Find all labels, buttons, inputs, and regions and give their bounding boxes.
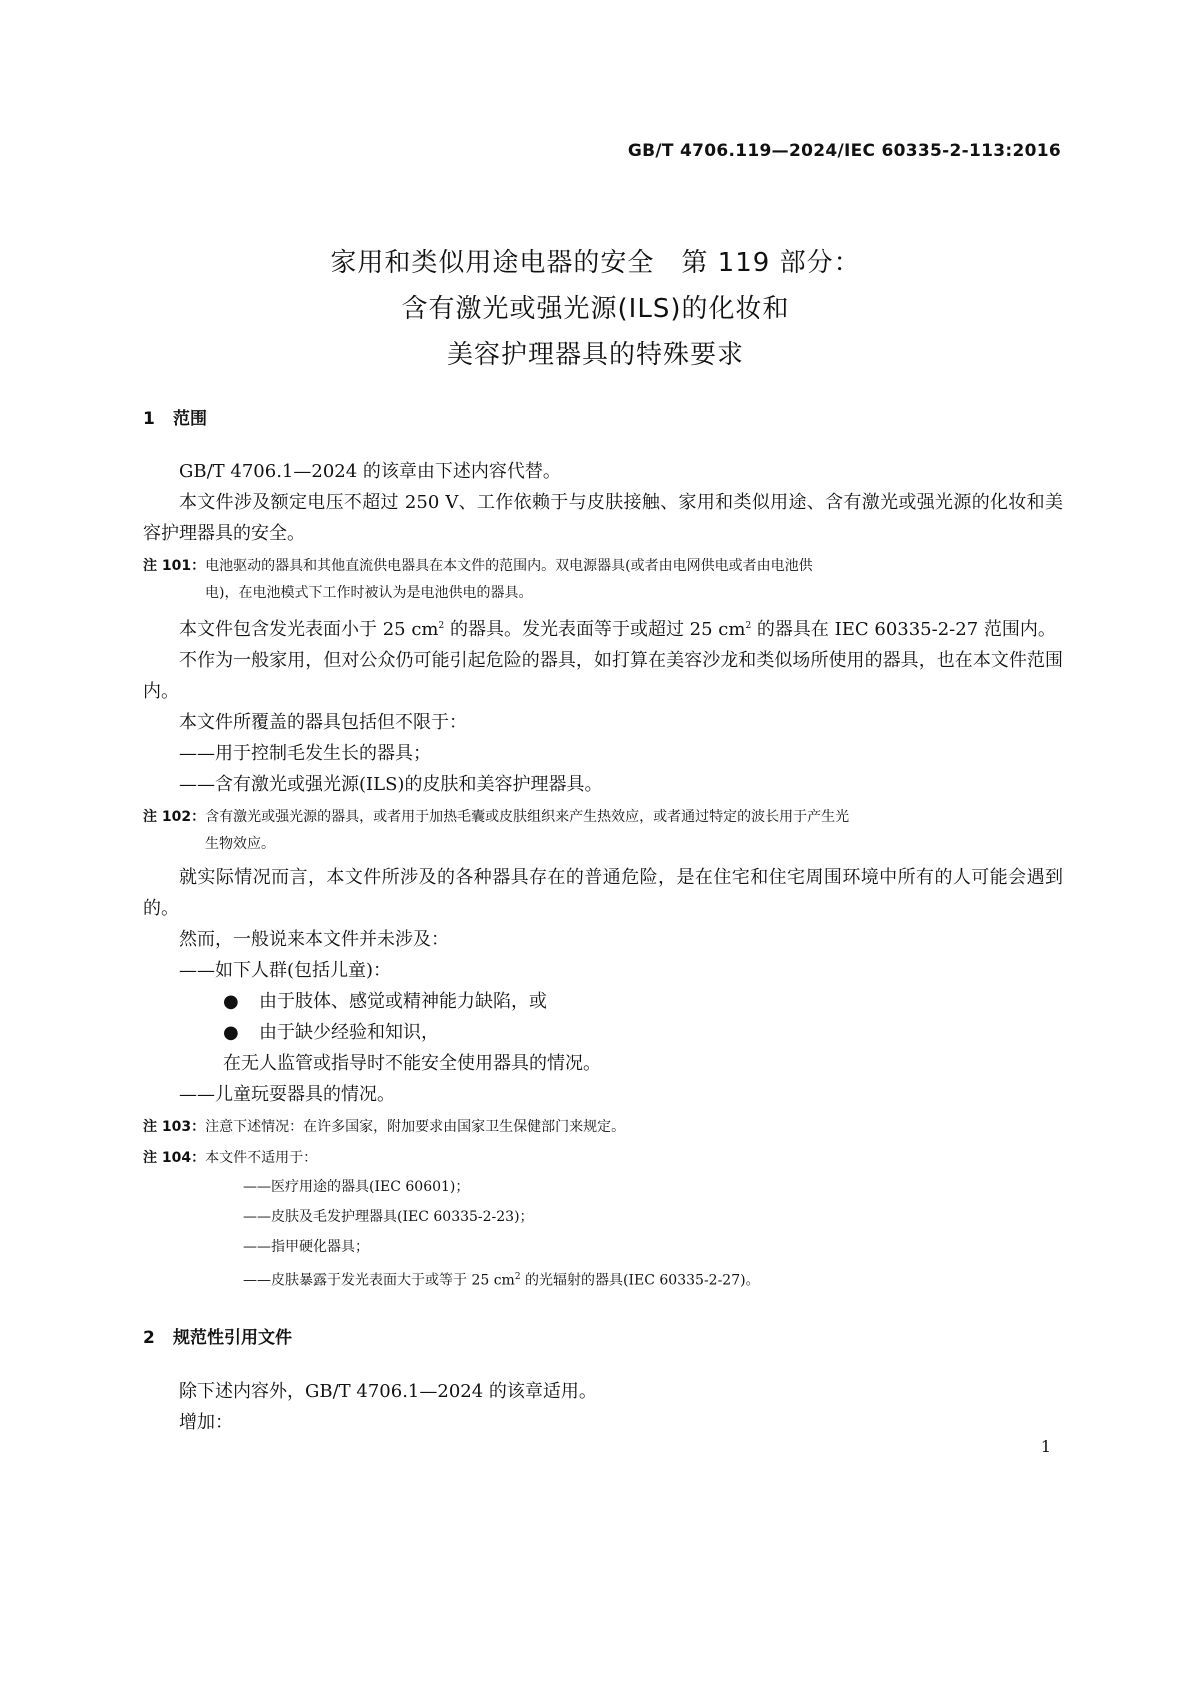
note-text: 电池驱动的器具和其他直流供电器具在本文件的范围内。双电源器具(或者由电网供电或者由电池供	[205, 558, 813, 574]
note-label: 注 103：	[143, 1119, 206, 1135]
section-1-title: 范围	[173, 409, 207, 429]
bullet-text: 由于肢体、感觉或精神能力缺陷，或	[259, 991, 547, 1012]
note-text: 注意下述情况：在许多国家，附加要求由国家卫生保健部门来规定。	[205, 1119, 626, 1135]
note-list-item: ——医疗用途的器具(IEC 60601)；	[243, 1179, 470, 1195]
section-1-body	[143, 456, 1063, 1296]
note-text: 本文件不适用于：	[205, 1150, 318, 1166]
bullet-item	[143, 986, 1063, 1017]
list-item: ——儿童玩耍器具的情况。	[179, 1084, 395, 1105]
text-run: 的器具在 IEC 60335-2-27 范围内。	[751, 619, 1056, 640]
note-text: 生物效应。	[205, 836, 275, 852]
paragraph: GB/T 4706.1—2024 的该章由下述内容代替。	[179, 461, 561, 482]
text-run: 本文件包含发光表面小于 25 cm	[179, 619, 439, 640]
document-title	[0, 240, 1191, 378]
paragraph: 不作为一般家用，但对公众仍可能引起危险的器具，如打算在美容沙龙和类似场所使用的器具，也在本文件范围内。	[143, 650, 1063, 702]
superscript: 2	[438, 621, 445, 631]
title-line-2: 含有激光或强光源(ILS)的化妆和	[401, 294, 790, 324]
note-103	[143, 1114, 1063, 1141]
superscript: 2	[514, 1272, 521, 1282]
section-1-number: 1	[143, 409, 155, 429]
title-line-3: 美容护理器具的特殊要求	[446, 340, 744, 370]
note-label: 注 101：	[143, 558, 206, 574]
paragraph	[143, 611, 1063, 645]
bullet-icon: ●	[223, 991, 239, 1012]
note-list-item: ——指甲硬化器具；	[243, 1239, 369, 1255]
text-run: 的光辐射的器具(IEC 60335-2-27)。	[520, 1272, 760, 1289]
bullet-item	[143, 1017, 1063, 1048]
note-label: 注 104：	[143, 1150, 206, 1166]
paragraph: 本文件所覆盖的器具包括但不限于：	[179, 712, 467, 733]
section-2-title: 规范性引用文件	[173, 1328, 292, 1348]
text-run: 的器具。发光表面等于或超过 25 cm	[444, 619, 746, 640]
section-2-number: 2	[143, 1328, 155, 1348]
bullet-text: 由于缺少经验和知识，	[259, 1022, 439, 1043]
list-item: ——如下人群(包括儿童)：	[179, 960, 392, 981]
note-104	[143, 1145, 1063, 1172]
section-1-heading	[143, 404, 207, 429]
list-item: ——含有激光或强光源(ILS)的皮肤和美容护理器具。	[179, 774, 603, 795]
section-2-body	[143, 1376, 1063, 1438]
superscript: 2	[745, 621, 752, 631]
note-text: 电)，在电池模式下工作时被认为是电池供电的器具。	[205, 585, 533, 601]
bullet-icon: ●	[223, 1022, 239, 1043]
list-item: ——用于控制毛发生长的器具；	[179, 743, 431, 764]
paragraph: 就实际情况而言，本文件所涉及的各种器具存在的普通危险，是在住宅和住宅周围环境中所有的人可能会遇到的。	[143, 867, 1063, 919]
continuation-line: 在无人监管或指导时不能安全使用器具的情况。	[223, 1053, 601, 1074]
note-101	[143, 553, 1063, 607]
paragraph: 然而，一般说来本文件并未涉及：	[179, 929, 449, 950]
note-text: 含有激光或强光源的器具，或者用于加热毛囊或皮肤组织来产生热效应，或者通过特定的波长用于产生光	[205, 809, 850, 825]
note-label: 注 102：	[143, 809, 206, 825]
paragraph: 本文件涉及额定电压不超过 250 V、工作依赖于与皮肤接触、家用和类似用途、含有激光或强光源的化妆和美容护理器具的安全。	[143, 492, 1063, 544]
standard-code: GB/T 4706.119—2024/IEC 60335-2-113:2016	[627, 141, 1061, 161]
paragraph: 除下述内容外，GB/T 4706.1—2024 的该章适用。	[179, 1381, 597, 1402]
note-102	[143, 804, 1063, 858]
paragraph: 增加：	[179, 1412, 233, 1433]
text-run: ——皮肤暴露于发光表面大于或等于 25 cm	[243, 1272, 515, 1289]
page-number: 1	[1040, 1437, 1051, 1456]
note-list-item: ——皮肤及毛发护理器具(IEC 60335-2-23)；	[243, 1209, 534, 1225]
note-list-item	[143, 1262, 1063, 1296]
section-2-heading	[143, 1323, 292, 1348]
title-line-1: 家用和类似用途电器的安全 第 119 部分：	[330, 248, 861, 278]
